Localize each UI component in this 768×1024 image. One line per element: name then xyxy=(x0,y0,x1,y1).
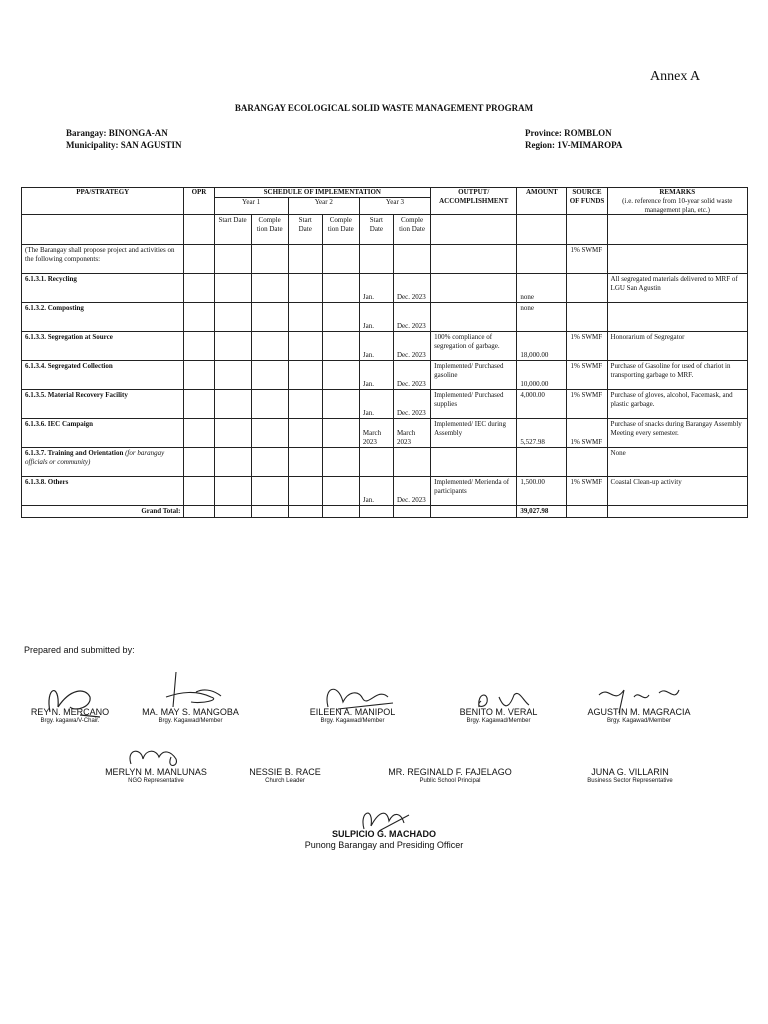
row-output xyxy=(431,303,517,332)
row-date-empty xyxy=(322,390,359,419)
col-amount: AMOUNT xyxy=(517,188,567,215)
grand-total-empty xyxy=(431,506,517,518)
row-date-empty xyxy=(214,477,251,506)
table-row xyxy=(22,361,748,390)
table-row xyxy=(22,274,748,303)
col-ppa: PPA/STRATEGY xyxy=(22,188,184,215)
row-ppa-note: (for barangay officials or community) xyxy=(25,449,165,466)
grand-total-empty xyxy=(214,506,251,518)
province-label: Province: ROMBLON xyxy=(525,128,612,138)
row-source xyxy=(567,448,607,477)
row-y3-start: Jan. xyxy=(359,477,393,506)
row-date-empty xyxy=(251,361,288,390)
row-y3-end: Dec. 2023 xyxy=(393,332,430,361)
row-amount: 10,000.00 xyxy=(517,361,567,390)
row-opr xyxy=(184,274,214,303)
col-output: OUTPUT/ ACCOMPLISHMENT xyxy=(431,188,517,215)
row-y3-end: Dec. 2023 xyxy=(393,274,430,303)
row-date-empty xyxy=(251,419,288,448)
row-y3-start: Jan. xyxy=(359,390,393,419)
row-date-empty xyxy=(288,419,322,448)
intro-text: (The Barangay shall propose project and activities on the following components: xyxy=(22,245,184,274)
row-date-empty xyxy=(214,303,251,332)
col-remarks xyxy=(607,188,747,215)
signatory-block xyxy=(370,767,530,784)
row-ppa xyxy=(22,361,184,390)
signatory-name: EILEEN A. MANIPOL xyxy=(309,707,396,717)
signature-mark xyxy=(459,677,539,717)
row-opr xyxy=(184,390,214,419)
row-date-empty xyxy=(288,303,322,332)
row-remarks: Purchase of gloves, alcohol, Facemask, and plastic garbage. xyxy=(607,390,747,419)
punong-barangay-block xyxy=(284,829,484,850)
row-remarks: Purchase of snacks during Barangay Assembly Meeting every semester. xyxy=(607,419,747,448)
row-amount: 5,527.98 xyxy=(517,419,567,448)
signatory-block xyxy=(88,767,224,784)
row-y3-end: Dec. 2023 xyxy=(393,361,430,390)
y3-start-header: Start Date xyxy=(359,215,393,245)
row-remarks: Honorarium of Segregator xyxy=(607,332,747,361)
y1-start-header: Start Date xyxy=(214,215,251,245)
row-date-empty xyxy=(322,361,359,390)
grand-total-empty xyxy=(567,506,607,518)
grand-total-empty xyxy=(288,506,322,518)
row-date-empty xyxy=(322,419,359,448)
row-date-empty xyxy=(288,477,322,506)
row-ppa xyxy=(22,390,184,419)
row-date-empty xyxy=(251,390,288,419)
signatory-name: MA. MAY S. MANGOBA xyxy=(142,707,239,717)
signatory-name: NESSIE B. RACE xyxy=(249,767,321,777)
row-date-empty xyxy=(322,448,359,477)
row-y3-start xyxy=(359,448,393,477)
signature-mark xyxy=(308,677,398,717)
signatory-block xyxy=(290,707,415,724)
signatory-name: BENITO M. VERAL xyxy=(459,707,538,717)
row-ppa xyxy=(22,332,184,361)
row-ppa-title: 6.1.3.2. Composting xyxy=(25,304,84,313)
row-y3-start: Jan. xyxy=(359,303,393,332)
row-date-empty xyxy=(322,274,359,303)
row-date-empty xyxy=(251,303,288,332)
grand-total-empty xyxy=(607,506,747,518)
grand-total-empty xyxy=(251,506,288,518)
table-row xyxy=(22,419,748,448)
signatory-role: NGO Representative xyxy=(128,778,184,784)
row-source: 1% SWMF xyxy=(567,477,607,506)
grand-total-empty xyxy=(393,506,430,518)
col-schedule: SCHEDULE OF IMPLEMENTATION xyxy=(214,188,431,198)
col-year1: Year 1 xyxy=(214,197,288,215)
row-date-empty xyxy=(288,448,322,477)
signatory-block xyxy=(6,707,134,724)
row-date-empty xyxy=(214,390,251,419)
grand-total-value: 39,027.98 xyxy=(517,506,567,518)
municipality-label: Municipality: SAN AGUSTIN xyxy=(66,140,182,150)
signatory-role: Public School Principal xyxy=(419,778,481,784)
row-ppa xyxy=(22,303,184,332)
table-row xyxy=(22,303,748,332)
row-output: 100% compliance of segregation of garbage. xyxy=(431,332,517,361)
row-remarks xyxy=(607,303,747,332)
row-date-empty xyxy=(214,361,251,390)
row-date-empty xyxy=(322,477,359,506)
signatory-role: Business Sector Representative xyxy=(587,778,673,784)
col-source: SOURCE OF FUNDS xyxy=(567,188,607,215)
row-date-empty xyxy=(251,332,288,361)
row-y3-end: Dec. 2023 xyxy=(393,390,430,419)
barangay-label: Barangay: BINONGA-AN xyxy=(66,128,168,138)
signatory-block xyxy=(128,707,253,724)
row-date-empty xyxy=(251,274,288,303)
signatory-role: Brgy. Kagawad/Member xyxy=(320,718,385,724)
y2-start-header: Start Date xyxy=(288,215,322,245)
row-ppa xyxy=(22,448,184,477)
signatory-name: MR. REGINALD F. FAJELAGO xyxy=(388,767,512,777)
row-output xyxy=(431,274,517,303)
row-output: Implemented/ IEC during Assembly xyxy=(431,419,517,448)
y2-completion-header: Comple tion Date xyxy=(322,215,359,245)
signature-mark xyxy=(589,675,689,715)
table-header-row xyxy=(22,188,748,198)
signatory-role: Brgy. Kagawad/Member xyxy=(158,718,223,724)
row-date-empty xyxy=(322,303,359,332)
row-date-empty xyxy=(214,448,251,477)
row-remarks: Purchase of Gasoline for used of chariot in transporting garbage to MRF. xyxy=(607,361,747,390)
signatory-role: Brgy. Kagawad/Member xyxy=(607,718,671,724)
row-remarks: All segregated materials delivered to MRF of LGU San Agustin xyxy=(607,274,747,303)
row-source xyxy=(567,274,607,303)
row-y3-start: Jan. xyxy=(359,361,393,390)
signatory-name: AGUSTIN M. MAGRACIA xyxy=(587,707,691,717)
signatory-name: MERLYN M. MANLUNAS xyxy=(105,767,207,777)
grand-total-empty xyxy=(359,506,393,518)
row-date-empty xyxy=(288,332,322,361)
signatory-block xyxy=(230,767,340,784)
punong-role: Punong Barangay and Presiding Officer xyxy=(304,840,464,850)
signatory-name: JUNA G. VILLARIN xyxy=(591,767,669,777)
row-ppa xyxy=(22,274,184,303)
row-opr xyxy=(184,332,214,361)
table-row xyxy=(22,332,748,361)
row-date-empty xyxy=(288,390,322,419)
row-y3-start: March 2023 xyxy=(359,419,393,448)
row-ppa xyxy=(22,419,184,448)
remarks-title: REMARKS xyxy=(659,188,696,196)
row-ppa-title: 6.1.3.6. IEC Campaign xyxy=(25,420,94,429)
table-row xyxy=(22,477,748,506)
row-amount: 18,000.00 xyxy=(517,332,567,361)
row-ppa xyxy=(22,477,184,506)
signature-mark xyxy=(349,801,419,836)
signatory-block xyxy=(436,707,561,724)
row-date-empty xyxy=(288,361,322,390)
annex-label: Annex A xyxy=(650,69,701,84)
row-date-empty xyxy=(288,274,322,303)
row-y3-end: Dec. 2023 xyxy=(393,303,430,332)
row-opr xyxy=(184,477,214,506)
row-ppa-title: 6.1.3.3. Segregation at Source xyxy=(25,333,113,342)
row-source: 1% SWMF xyxy=(567,419,607,448)
row-y3-end: Dec. 2023 xyxy=(393,477,430,506)
region-label: Region: 1V-MIMAROPA xyxy=(525,140,623,150)
document-title: BARANGAY ECOLOGICAL SOLID WASTE MANAGEMENT PROGRAM xyxy=(234,103,534,113)
table-row xyxy=(22,390,748,419)
prepared-label: Prepared and submitted by: xyxy=(24,645,135,655)
row-output: Implemented/ Purchased gasoline xyxy=(431,361,517,390)
row-ppa-title: 6.1.3.1. Recycling xyxy=(25,275,77,284)
row-remarks: None xyxy=(607,448,747,477)
row-amount: none xyxy=(517,274,567,303)
row-amount xyxy=(517,448,567,477)
intro-source: 1% SWMF xyxy=(567,245,607,274)
signatory-role: Brgy. Kagawad/Member xyxy=(466,718,531,724)
row-date-empty xyxy=(214,332,251,361)
row-ppa-title: 6.1.3.4. Segregated Collection xyxy=(25,362,113,371)
row-date-empty xyxy=(251,448,288,477)
row-amount: none xyxy=(517,303,567,332)
row-opr xyxy=(184,303,214,332)
signatory-name: REY N. MERCANO xyxy=(30,707,110,717)
signature-mark xyxy=(151,662,231,712)
grand-total-empty xyxy=(322,506,359,518)
col-opr: OPR xyxy=(184,188,214,215)
signature-mark xyxy=(30,677,110,727)
y1-completion-header: Comple tion Date xyxy=(251,215,288,245)
col-year3: Year 3 xyxy=(359,197,430,215)
row-output xyxy=(431,448,517,477)
row-remarks: Coastal Clean-up activity xyxy=(607,477,747,506)
row-source: 1% SWMF xyxy=(567,390,607,419)
row-date-empty xyxy=(214,274,251,303)
grand-total-row xyxy=(22,506,748,518)
row-output: Implemented/ Merienda of participants xyxy=(431,477,517,506)
table-intro-row xyxy=(22,245,748,274)
row-source: 1% SWMF xyxy=(567,332,607,361)
table-date-row xyxy=(22,215,748,245)
row-y3-end xyxy=(393,448,430,477)
col-year2: Year 2 xyxy=(288,197,359,215)
row-opr xyxy=(184,448,214,477)
row-y3-end: March 2023 xyxy=(393,419,430,448)
row-opr xyxy=(184,419,214,448)
y3-completion-header: Comple tion Date xyxy=(393,215,430,245)
remarks-note: (i.e. reference from 10-year solid waste management plan, etc.) xyxy=(622,196,733,214)
row-amount: 4,000.00 xyxy=(517,390,567,419)
row-ppa-title: 6.1.3.5. Material Recovery Facility xyxy=(25,391,128,400)
signatory-role: Brgy. kagawa/V-Chair. xyxy=(40,718,100,724)
row-opr xyxy=(184,361,214,390)
row-y3-start: Jan. xyxy=(359,332,393,361)
row-date-empty xyxy=(214,419,251,448)
grand-total-empty xyxy=(184,506,214,518)
signatory-role: Church Leader xyxy=(265,778,305,784)
grand-total-label: Grand Total: xyxy=(22,506,184,518)
row-y3-start: Jan. xyxy=(359,274,393,303)
row-source xyxy=(567,303,607,332)
row-amount: 1,500.00 xyxy=(517,477,567,506)
row-ppa-title: 6.1.3.8. Others xyxy=(25,478,69,487)
row-source: 1% SWMF xyxy=(567,361,607,390)
table-row xyxy=(22,448,748,477)
row-ppa-title: 6.1.3.7. Training and Orientation xyxy=(25,449,124,458)
program-table xyxy=(21,187,748,518)
row-date-empty xyxy=(322,332,359,361)
signatory-block xyxy=(560,767,700,784)
punong-name: SULPICIO G. MACHADO xyxy=(331,829,436,839)
row-output: Implemented/ Purchased supplies xyxy=(431,390,517,419)
row-date-empty xyxy=(251,477,288,506)
signature-mark xyxy=(121,739,191,774)
signatory-block xyxy=(574,707,704,724)
